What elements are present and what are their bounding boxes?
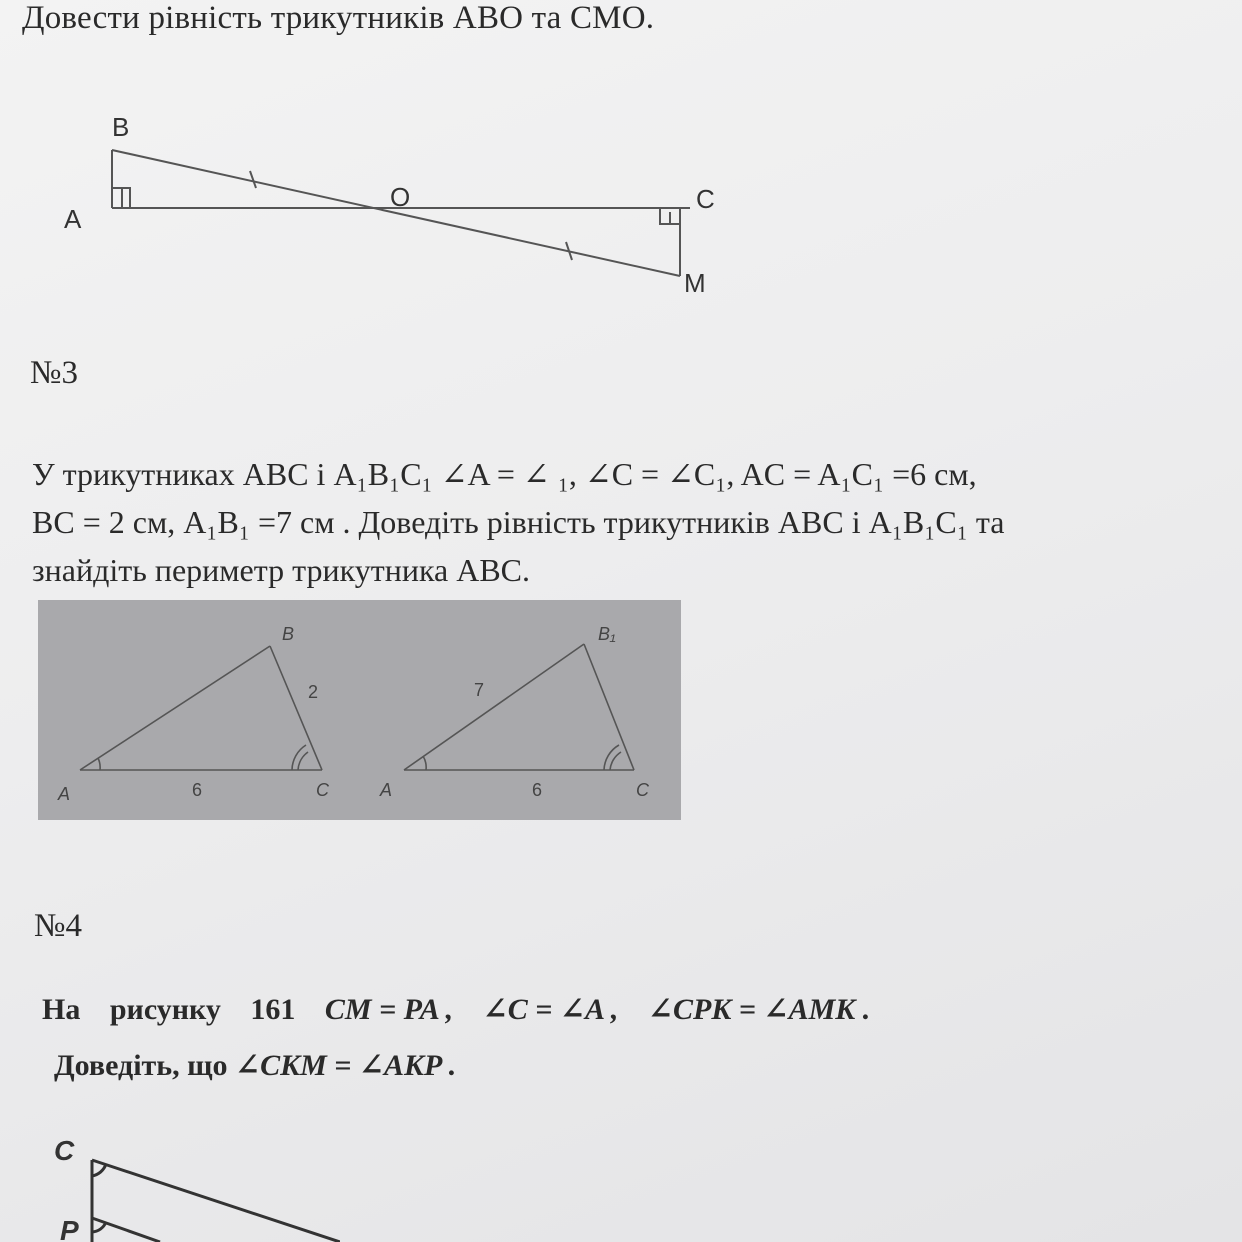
t1-side-bc: 2 bbox=[308, 682, 319, 702]
t2-label-b: B₁ bbox=[598, 624, 616, 644]
label-o: O bbox=[390, 182, 411, 212]
fig4-label-p: P bbox=[60, 1215, 79, 1242]
label-a: A bbox=[64, 204, 82, 234]
label-m: M bbox=[684, 268, 706, 298]
eq2: ∠C = ∠A , bbox=[482, 993, 619, 1026]
problem3-number: №3 bbox=[30, 355, 78, 391]
eq3: ∠CPK = ∠AMK . bbox=[647, 993, 871, 1026]
t2-label-a: A bbox=[380, 780, 393, 800]
t1-label-a: A bbox=[58, 784, 71, 804]
t1-label-c: C bbox=[316, 780, 329, 800]
eq1: CM = PA , bbox=[324, 993, 454, 1026]
problem3-text bbox=[32, 450, 1004, 594]
problem3-line2: BC = 2 см, A₁B₁ =7 см . Доведіть рівність трикутників ABC і A₁B₁C₁ та bbox=[32, 504, 1005, 540]
problem4-line1: На рисунку 161 CM = PA , ∠C = ∠A , ∠CPK = ∠AMK . bbox=[42, 993, 871, 1026]
problem4-text bbox=[42, 982, 870, 1094]
figure-abo-cmo bbox=[50, 100, 750, 310]
problem4-line2: Доведіть, що ∠CKM = ∠AKP . bbox=[54, 1049, 457, 1082]
problem3-line3: знайдіть периметр трикутника ABC. bbox=[32, 552, 531, 588]
problem2-statement: Довести рівність трикутників ABO та CMO. bbox=[22, 0, 655, 36]
problem3-line1: У трикутниках ABC і A₁B₁C₁ ∠A = ∠ ₁, ∠C = ∠C₁, AC = A₁C₁ =6 см, bbox=[32, 456, 977, 492]
t2-label-c: C bbox=[636, 780, 649, 800]
problem4-number: №4 bbox=[34, 908, 82, 944]
t2-side-ac: 6 bbox=[532, 780, 543, 800]
fig4-label-c: C bbox=[54, 1135, 75, 1166]
label-b: B bbox=[112, 112, 130, 142]
t1-label-b: B bbox=[282, 624, 295, 644]
figure-161 bbox=[40, 1130, 340, 1242]
t2-side-ab: 7 bbox=[474, 680, 485, 700]
label-c: C bbox=[696, 184, 715, 214]
t1-side-ac: 6 bbox=[192, 780, 203, 800]
figure-triangles-abc bbox=[38, 600, 681, 820]
